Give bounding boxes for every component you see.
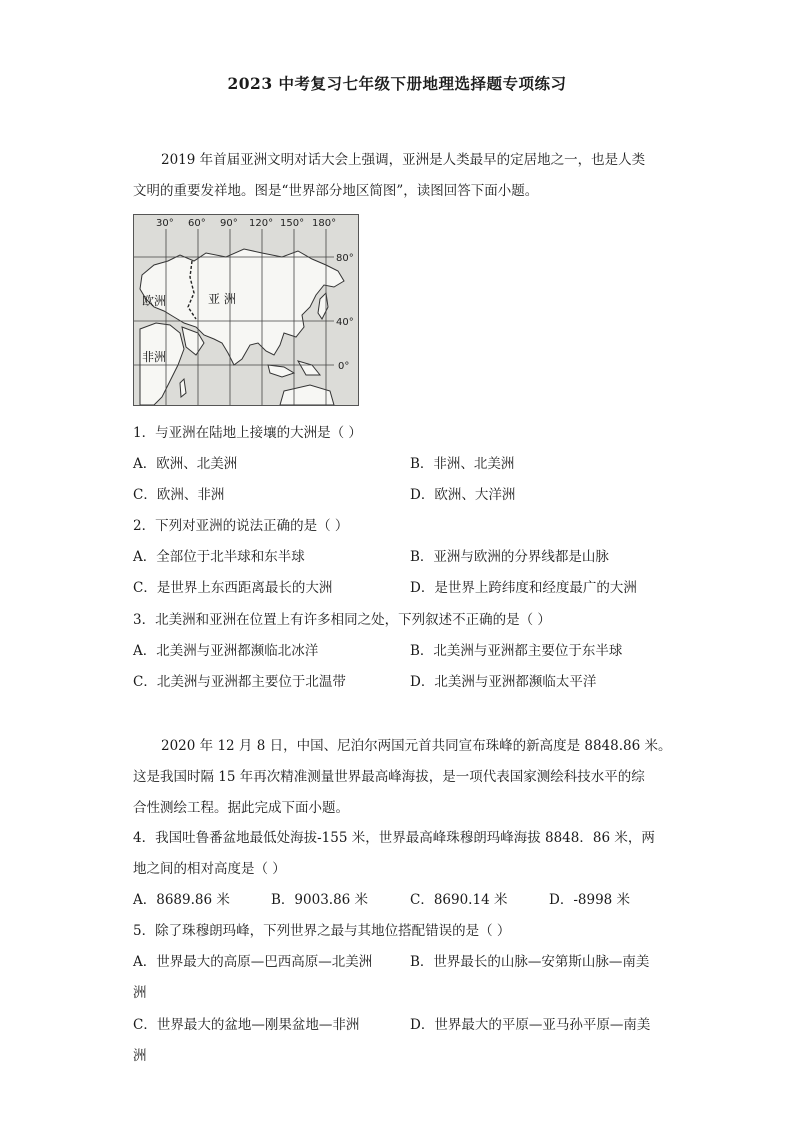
world-region-map bbox=[133, 214, 359, 406]
lon-label-90: 90° bbox=[220, 218, 238, 229]
q2-option-a[interactable]: A．全部位于北半球和东半球 bbox=[133, 549, 305, 565]
q2-option-b[interactable]: B．亚洲与欧洲的分界线都是山脉 bbox=[410, 549, 609, 565]
intro-paragraph-1 bbox=[133, 145, 673, 207]
intro-paragraph-2 bbox=[133, 731, 693, 824]
q2-option-d[interactable]: D．是世界上跨纬度和经度最广的大洲 bbox=[410, 580, 637, 596]
intro2-line3: 合性测绘工程。据此完成下面小题。 bbox=[133, 800, 349, 816]
question-1-stem: 1．与亚洲在陆地上接壤的大洲是（ ） bbox=[133, 425, 362, 441]
lon-label-120: 120° bbox=[249, 218, 274, 229]
q4-option-c[interactable]: C．8690.14 米 bbox=[410, 892, 508, 908]
intro1-line2: 文明的重要发祥地。图是“世界部分地区简图”，读图回答下面小题。 bbox=[133, 183, 539, 199]
q5-option-d-line1[interactable]: D．世界最大的平原—亚马孙平原—南美 bbox=[410, 1017, 651, 1033]
lon-label-30: 30° bbox=[156, 218, 174, 229]
q3-option-d[interactable]: D．北美洲与亚洲都濒临太平洋 bbox=[410, 674, 597, 690]
region-label-asia: 亚 洲 bbox=[208, 292, 236, 306]
lat-label-0: 0° bbox=[338, 361, 350, 372]
q5-option-c[interactable]: C．世界最大的盆地—刚果盆地—非洲 bbox=[133, 1017, 360, 1033]
q1-option-a[interactable]: A．欧洲、北美洲 bbox=[133, 456, 238, 472]
intro1-line1: 2019 年首届亚洲文明对话大会上强调，亚洲是人类最早的定居地之一，也是人类 bbox=[161, 152, 646, 168]
question-3-stem: 3．北美洲和亚洲在位置上有许多相同之处，下列叙述不正确的是（ ） bbox=[133, 612, 551, 628]
region-label-europe: 欧洲 bbox=[142, 294, 167, 308]
lon-label-180: 180° bbox=[312, 218, 337, 229]
q1-option-d[interactable]: D．欧洲、大洋洲 bbox=[410, 487, 516, 503]
q4-option-b[interactable]: B．9003.86 米 bbox=[271, 892, 369, 908]
question-4-stem-line1: 4．我国吐鲁番盆地最低处海拔-155 米，世界最高峰珠穆朗玛峰海拔 8848．86 米，两 bbox=[133, 830, 655, 846]
q2-option-c[interactable]: C．是世界上东西距离最长的大洲 bbox=[133, 580, 333, 596]
question-4-stem-line2: 地之间的相对高度是（ ） bbox=[133, 861, 286, 877]
q1-option-c[interactable]: C．欧洲、非洲 bbox=[133, 487, 225, 503]
question-2-stem: 2．下列对亚洲的说法正确的是（ ） bbox=[133, 518, 349, 534]
lon-label-150: 150° bbox=[280, 218, 305, 229]
intro2-line1: 2020 年 12 月 8 日，中国、尼泊尔两国元首共同宣布珠峰的新高度是 8848.86 米。 bbox=[161, 738, 672, 754]
q4-option-d[interactable]: D．-8998 米 bbox=[549, 892, 631, 908]
q5-option-b-line2[interactable]: 洲 bbox=[133, 985, 147, 1001]
q5-option-d-line2[interactable]: 洲 bbox=[133, 1048, 147, 1064]
lat-label-80: 80° bbox=[336, 253, 354, 264]
q3-option-a[interactable]: A．北美洲与亚洲都濒临北冰洋 bbox=[133, 643, 319, 659]
region-label-africa: 非洲 bbox=[142, 350, 167, 364]
page-title: 2023 中考复习七年级下册地理选择题专项练习 bbox=[227, 74, 567, 93]
lon-label-60: 60° bbox=[188, 218, 206, 229]
q5-option-a[interactable]: A．世界最大的高原—巴西高原—北美洲 bbox=[133, 954, 373, 970]
question-5-stem: 5．除了珠穆朗玛峰，下列世界之最与其地位搭配错误的是（ ） bbox=[133, 923, 511, 939]
q3-option-c[interactable]: C．北美洲与亚洲都主要位于北温带 bbox=[133, 674, 346, 690]
q5-option-b-line1[interactable]: B．世界最长的山脉—安第斯山脉—南美 bbox=[410, 954, 650, 970]
q3-option-b[interactable]: B．北美洲与亚洲都主要位于东半球 bbox=[410, 643, 623, 659]
lat-label-40: 40° bbox=[336, 317, 354, 328]
q4-option-a[interactable]: A．8689.86 米 bbox=[133, 892, 230, 908]
intro2-line2: 这是我国时隔 15 年再次精准测量世界最高峰海拔，是一项代表国家测绘科技水平的综 bbox=[133, 769, 645, 785]
q1-option-b[interactable]: B．非洲、北美洲 bbox=[410, 456, 515, 472]
